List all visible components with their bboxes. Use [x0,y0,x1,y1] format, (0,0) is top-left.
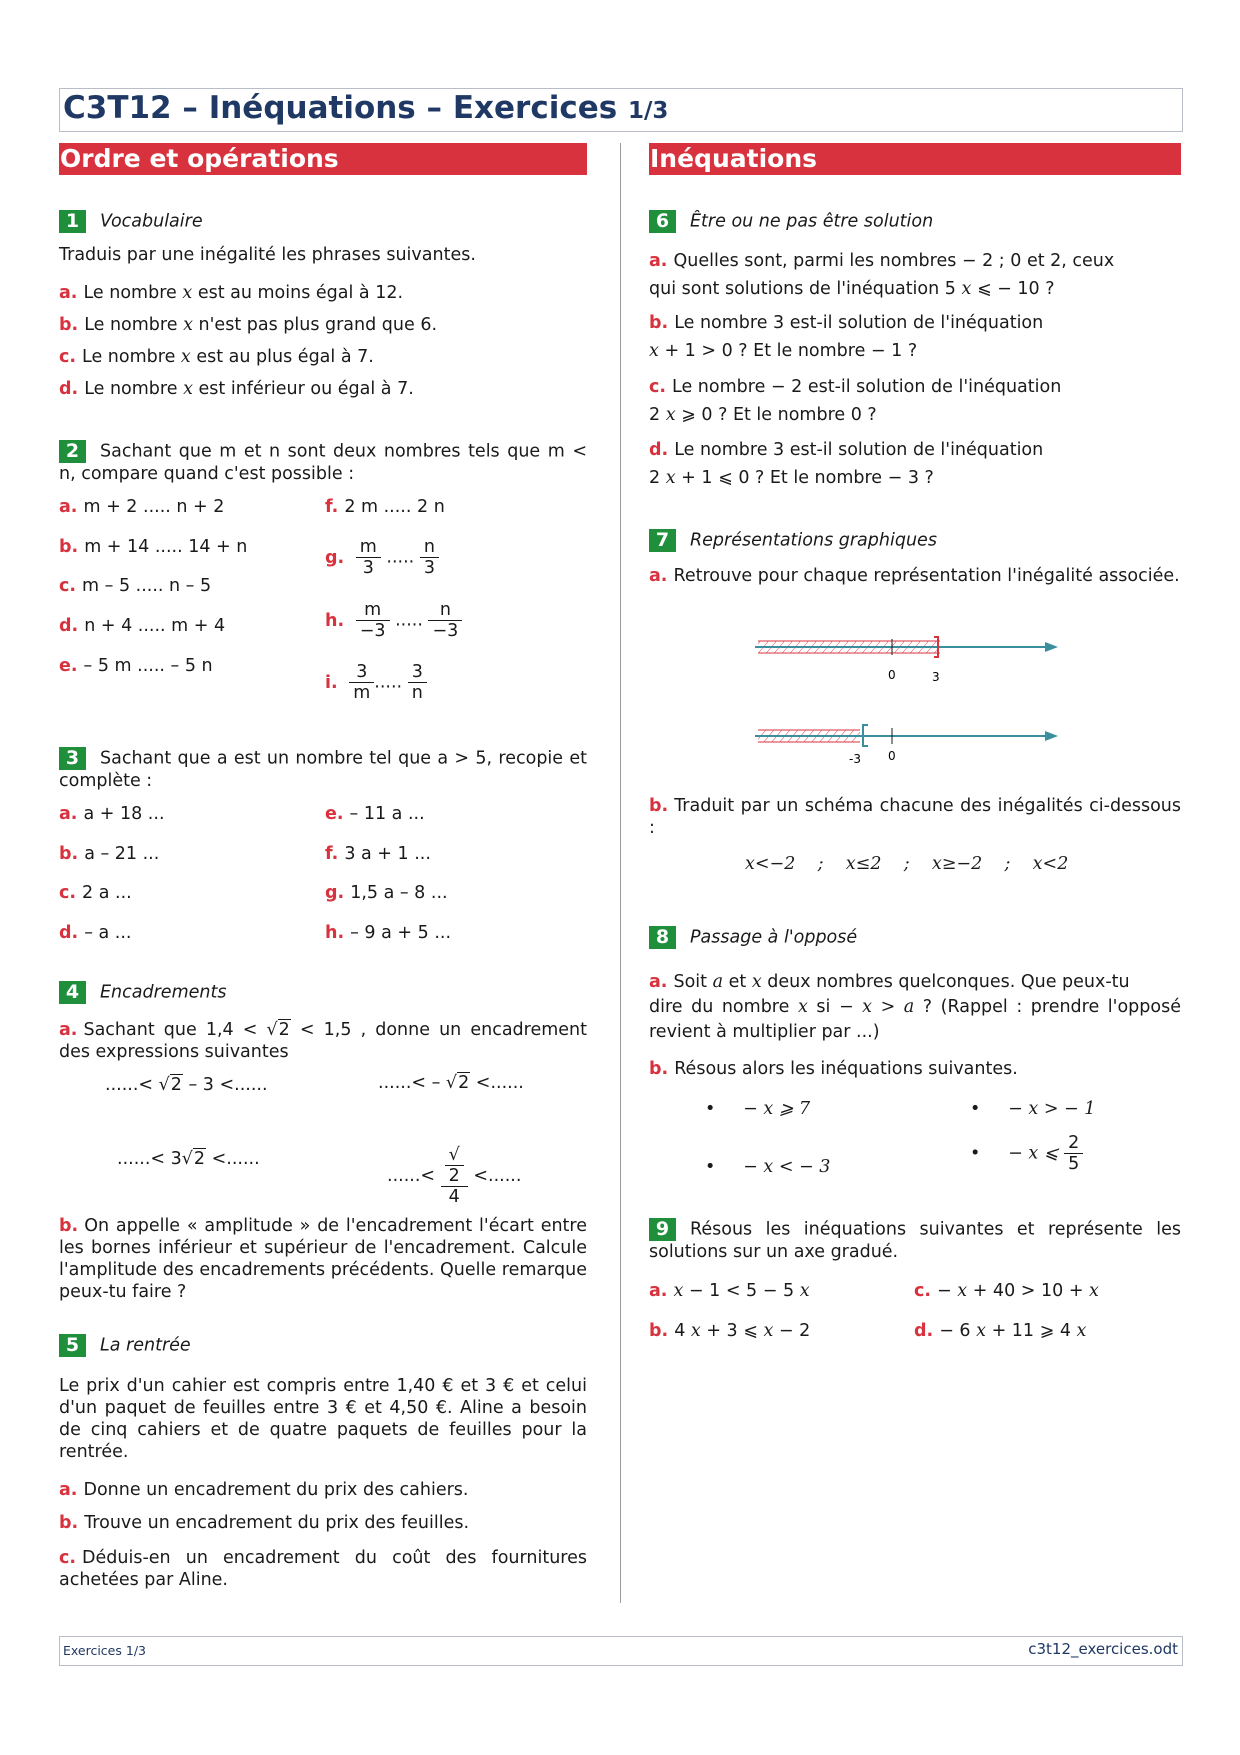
exercise-title: La rentrée [100,1335,191,1356]
exercise-7-a: a. Retrouve pour chaque représentation l'inégalité associée. [649,566,1180,586]
footer-filename: c3t12_exercices.odt [1028,1640,1178,1658]
inequation-item: • − x ⩽ $\frac{2}{5}$ [970,1133,1083,1174]
fraction: $\frac{m}{-3}$ [356,600,390,641]
fraction: $\frac{n}{-3}$ [428,600,462,641]
exercise-number: 9 [649,1218,676,1241]
exercise-5-header [59,1334,191,1357]
list-item: b. a – 21 ... [59,844,160,864]
exercise-number: 8 [649,926,676,949]
exercise-title: Encadrements [100,982,227,1003]
section-title-inequations: Inéquations [649,143,1181,175]
list-item: c. Le nombre x est au plus égal à 7. [59,347,374,367]
exercise-4-b: b. On appelle « amplitude » de l'encadrement l'écart entre les bornes inférieur et supérieur de l'encadrement. Calcule l'amplitude des encadrements précédents. Quelle remarque peux-tu faire ? [59,1216,587,1302]
exercise-6-header [649,210,933,233]
list-item: b. Le nombre x n'est pas plus grand que 6. [59,315,438,335]
exercise-number: 1 [59,210,86,233]
list-item: b. 4 x + 3 ⩽ x − 2 [649,1321,811,1341]
number-lines [750,615,1070,775]
exercise-7-header [649,529,937,552]
list-item: a. x − 1 < 5 − 5 x [649,1281,810,1301]
exercise-8-a: a. Soit a et x deux nombres quelconques. Que peux-tu dire du nombre x si − x > a ? (Rappel : prendre l'opposé revient à multiplier par ...) [649,972,1181,1042]
list-item: f. 2 m ..... 2 n [325,497,445,517]
exercise-8-b: b. Résous alors les inéquations suivantes. [649,1059,1018,1079]
exercise-7-b: b. Traduit par un schéma chacune des inégalités ci-dessous : [649,796,1181,838]
list-item: a. m + 2 ..... n + 2 [59,497,225,517]
list-item: b. m + 14 ..... 14 + n [59,537,248,557]
fraction: √ 2 4 [441,1145,468,1207]
exercise-4-a: a. Sachant que 1,4 < √2 < 1,5 , donne un encadrement des expressions suivantes [59,1020,587,1062]
list-item: c. Déduis-en un encadrement du coût des fournitures achetées par Aline. [59,1548,587,1590]
exercise-number: 4 [59,981,86,1004]
exercise-6-c: c. Le nombre − 2 est-il solution de l'inéquation 2 x ⩾ 0 ? Et le nombre 0 ? [649,377,1062,425]
exercise-number: 2 [59,440,86,463]
exercise-5-statement: Le prix d'un cahier est compris entre 1,40 € et 3 € et celui d'un paquet de feuilles entre 3 € et 4,50 €. Aline a besoin de cinq cahiers et de quatre paquets de feuilles pour la rentrée. [59,1376,587,1462]
fraction: $\frac{2}{5}$ [1064,1133,1083,1174]
list-item: g. 1,5 a – 8 ... [325,883,448,903]
inequation-item: • − x ⩾ 7 [705,1099,811,1119]
list-item: a. Le nombre x est au moins égal à 12. [59,283,404,303]
list-item: c. − x + 40 > 10 + x [914,1281,1099,1301]
exercise-6-d: d. Le nombre 3 est-il solution de l'inéquation 2 x + 1 ⩽ 0 ? Et le nombre − 3 ? [649,440,1044,488]
page-title: C3T12 – Inéquations – Exercices 1/3 [63,90,669,126]
number-line-1 [755,637,1058,684]
number-line-2 [755,725,1058,766]
exercise-title: Passage à l'opposé [690,927,858,948]
axis-arrow [1045,642,1058,652]
list-item: f. 3 a + 1 ... [325,844,431,864]
exercise-number: 6 [649,210,676,233]
footer-left: Exercices 1/3 [63,1643,146,1658]
column-divider [620,143,621,1603]
fraction: $\frac{3}{m}$ [349,662,374,703]
fraction: $\frac{m}{3}$ [356,537,381,578]
expression: ......< √2 – 3 <...... [105,1075,268,1095]
list-item: e. – 11 a ... [325,804,425,824]
exercise-number: 7 [649,529,676,552]
list-item: i. $\frac{3}{m}$ ..... $\frac{3}{n}$ [325,662,427,703]
fraction: $\frac{n}{3}$ [420,537,439,578]
exercise-6-a: a. Quelles sont, parmi les nombres − 2 ; 0 et 2, ceux qui sont solutions de l'inéquation 5 x ⩽ − 10 ? [649,251,1115,299]
list-item: c. 2 a ... [59,883,132,903]
inequation-item: • − x < − 3 [705,1157,831,1177]
exercise-4-header [59,981,226,1004]
exercise-1-intro: Traduis par une inégalité les phrases suivantes. [59,245,476,265]
list-item: e. – 5 m ..... – 5 n [59,656,213,676]
tick-label: 0 [888,668,896,682]
exercise-number: 3 [59,747,86,770]
footer-frame [59,1636,1183,1666]
section-title-order: Ordre et opérations [59,143,587,175]
exercise-3-statement: 3 Sachant que a est un nombre tel que a > 5, recopie et complète : [59,747,587,791]
expression: ......< 3√2 <...... [117,1149,260,1169]
list-item: a. Donne un encadrement du prix des cahiers. [59,1480,469,1500]
axis-arrow [1045,731,1058,741]
inequation-item: • − x > − 1 [970,1099,1096,1119]
exercise-9-statement: 9 Résous les inéquations suivantes et représente les solutions sur un axe gradué. [649,1218,1181,1262]
exercise-title: Être ou ne pas être solution [690,211,934,232]
list-item: b. Trouve un encadrement du prix des feuilles. [59,1513,470,1533]
expression: ......< √ 2 4 <...... [387,1145,522,1207]
tick-label: 3 [932,670,940,684]
exercise-8-header [649,926,857,949]
list-item: h. – 9 a + 5 ... [325,923,452,943]
page-indicator: 1/3 [627,98,669,124]
list-item: a. a + 18 ... [59,804,165,824]
inequalities-list: x<−2 ; x≤2 ; x≥−2 ; x<2 [745,854,1069,874]
list-item: h. $\frac{m}{-3}$ ..... $\frac{n}{-3}$ [325,600,462,641]
tick-label: -3 [849,752,861,766]
list-item: d. – a ... [59,923,132,943]
tick-label: 0 [888,749,896,763]
expression: ......< – √2 <...... [378,1073,524,1093]
list-item: c. m – 5 ..... n – 5 [59,576,212,596]
exercise-title: Vocabulaire [100,211,203,232]
exercise-6-b: b. Le nombre 3 est-il solution de l'inéquation x + 1 > 0 ? Et le nombre − 1 ? [649,313,1044,361]
exercise-number: 5 [59,1334,86,1357]
exercise-title: Représentations graphiques [690,530,937,551]
list-item: d. − 6 x + 11 ⩾ 4 x [914,1321,1087,1341]
fraction: $\frac{3}{n}$ [408,662,427,703]
list-item: g. $\frac{m}{3}$ ..... $\frac{n}{3}$ [325,537,439,578]
list-item: d. Le nombre x est inférieur ou égal à 7. [59,379,414,399]
exercise-2-statement: 2 Sachant que m et n sont deux nombres tels que m < n, compare quand c'est possible : [59,440,587,484]
exercise-1-header [59,210,203,233]
list-item: d. n + 4 ..... m + 4 [59,616,226,636]
